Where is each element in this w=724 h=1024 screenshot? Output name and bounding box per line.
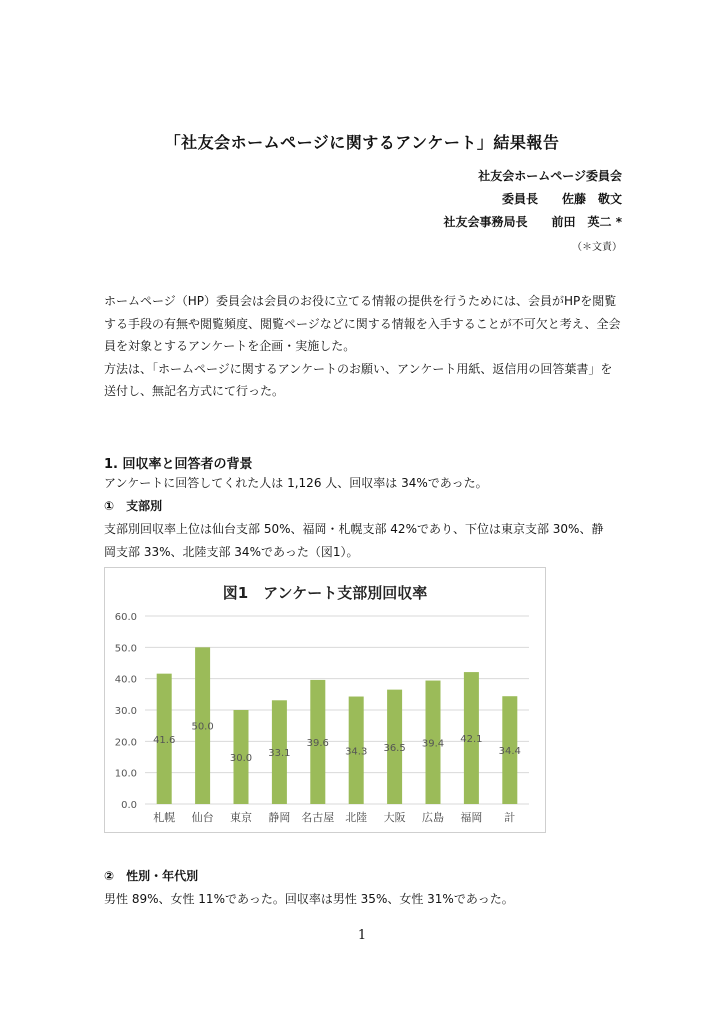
response-summary: アンケートに回答してくれた人は 1,126 人、回収率は 34%であった。 bbox=[104, 476, 488, 490]
chart-figure bbox=[104, 567, 546, 833]
y-tick-label: 60.0 bbox=[114, 612, 137, 623]
data-label: 39.4 bbox=[421, 738, 445, 750]
data-label: 41.6 bbox=[153, 734, 176, 746]
gender-text: 男性 89%、女性 11%であった。回収率は男性 35%、女性 31%であった。 bbox=[104, 892, 514, 906]
x-tick-label: 静岡 bbox=[268, 811, 291, 824]
x-tick-label: 大阪 bbox=[383, 811, 406, 824]
x-tick-label: 広島 bbox=[422, 811, 444, 824]
y-tick-label: 0.0 bbox=[121, 800, 137, 811]
x-tick-label: 札幌 bbox=[153, 811, 176, 824]
author-chair: 委員長 佐藤 敬文 bbox=[501, 192, 622, 206]
intro-section bbox=[104, 290, 624, 403]
data-label: 36.5 bbox=[383, 742, 406, 754]
author-org: 社友会ホームページ委員会 bbox=[478, 169, 622, 183]
page-number: 1 bbox=[357, 928, 367, 943]
data-label: 42.1 bbox=[460, 734, 483, 746]
author-secretary: 社友会事務局長 前田 英二 * bbox=[443, 215, 622, 229]
intro-paragraph-1: ホームページ（HP）委員会は会員のお役に立てる情報の提供を行うためには、会員がHPを閲覧する手段の有無や閲覧頻度、閲覧ページなどに関する情報を入手することが不可欠と考え、全会員を対象とするアンケートを企画・実施した。 bbox=[104, 294, 621, 353]
author-note: （＊文責） bbox=[572, 242, 622, 253]
data-label: 39.6 bbox=[306, 737, 329, 749]
y-tick-label: 20.0 bbox=[114, 737, 137, 749]
x-tick-label: 東京 bbox=[230, 811, 252, 824]
y-tick-label: 10.0 bbox=[114, 768, 137, 780]
x-tick-label: 北陸 bbox=[345, 811, 368, 824]
bar-chart bbox=[105, 568, 545, 832]
branch-text-2: 岡支部 33%、北陸支部 34%であった（図1）。 bbox=[104, 545, 359, 559]
data-label: 34.3 bbox=[345, 746, 368, 758]
y-tick-label: 50.0 bbox=[114, 643, 137, 655]
subheading-branch: ① 支部別 bbox=[104, 499, 163, 513]
x-tick-label: 名古屋 bbox=[301, 811, 335, 824]
data-label: 33.1 bbox=[268, 748, 291, 760]
page-title: 「社友会ホームページに関するアンケート」結果報告 bbox=[164, 133, 560, 152]
x-tick-label: 計 bbox=[504, 811, 516, 824]
y-tick-label: 30.0 bbox=[114, 706, 137, 717]
data-label: 34.4 bbox=[498, 746, 521, 758]
subheading-gender-age: ② 性別・年代別 bbox=[104, 869, 199, 883]
y-tick-label: 40.0 bbox=[114, 674, 137, 686]
data-label: 50.0 bbox=[191, 721, 214, 733]
branch-text-1: 支部別回収率上位は仙台支部 50%、福岡・札幌支部 42%であり、下位は東京支部 30%、静 bbox=[104, 522, 604, 536]
section-heading: 1. 回収率と回答者の背景 bbox=[104, 457, 253, 472]
data-label: 30.0 bbox=[229, 753, 253, 764]
intro-paragraph-2: 方法は、「ホームページに関するアンケートのお願い、アンケート用紙、返信用の回答葉書」を送付し、無記名方式にて行った。 bbox=[104, 361, 613, 398]
x-tick-label: 福岡 bbox=[460, 811, 483, 824]
x-tick-label: 仙台 bbox=[191, 811, 214, 824]
chart-title: 図1 アンケート支部別回収率 bbox=[222, 584, 428, 602]
